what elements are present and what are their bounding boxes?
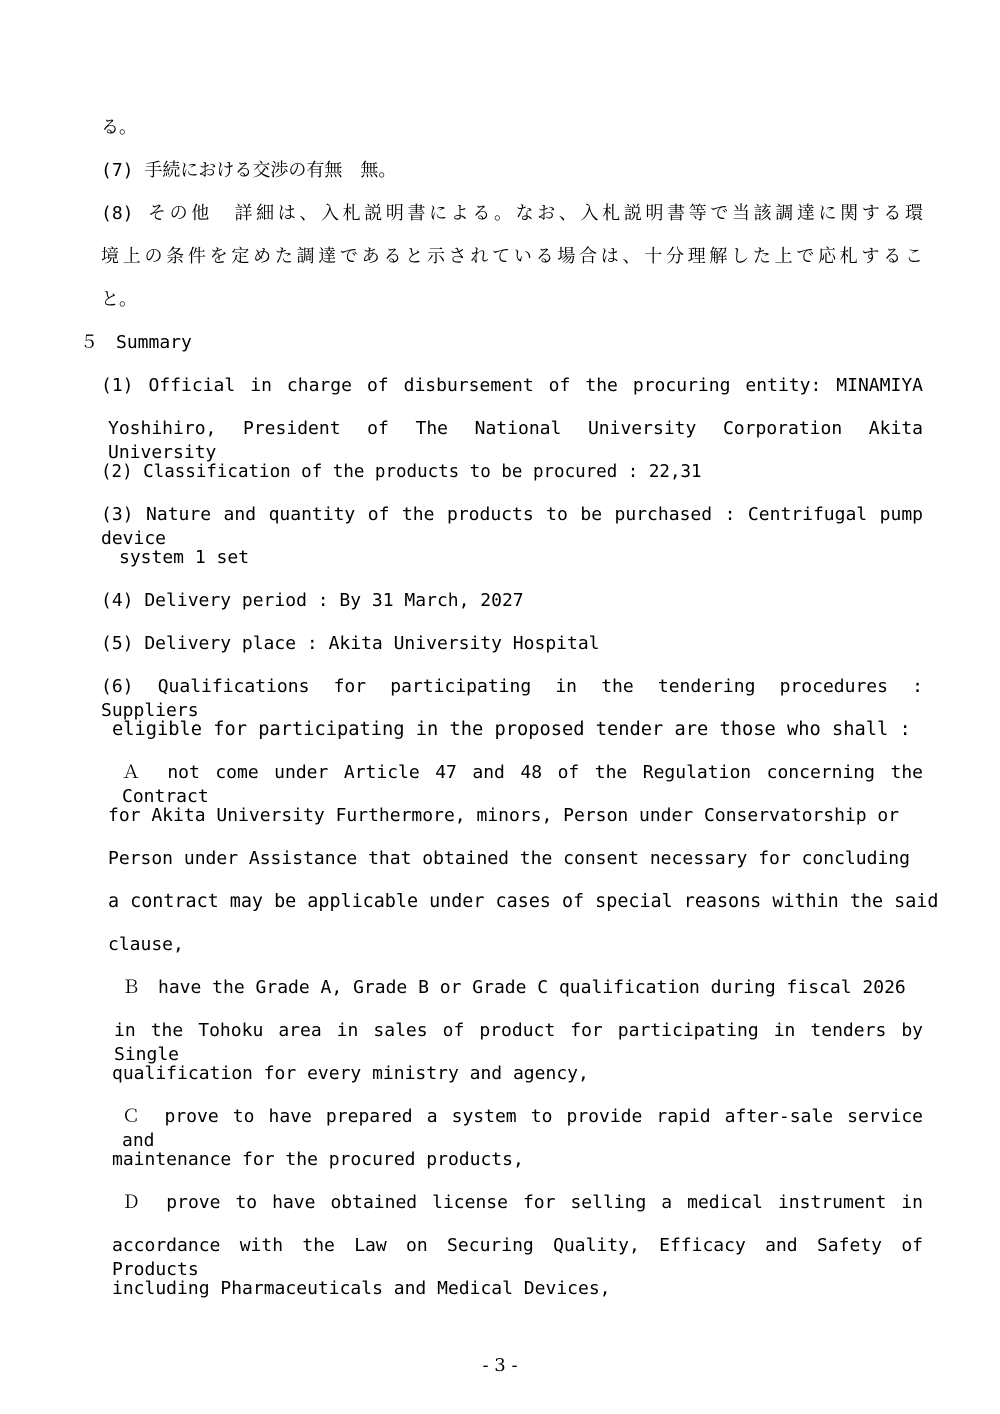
text-line: a contract may be applicable under cases of special reasons within the said [108, 891, 939, 912]
text-line: eligible for participating in the proposed tender are those who shall : [112, 719, 911, 740]
text-line: Person under Assistance that obtained the consent necessary for concluding [108, 848, 910, 869]
text-line: (1) Official in charge of disbursement of the procuring entity: MINAMIYA [101, 375, 923, 396]
text-line: る。 [101, 117, 137, 138]
text-line: (8) その他 詳細は、入札説明書による。なお、入札説明書等で当該調達に関する環 [101, 203, 923, 224]
text-line: (3) Nature and quantity of the products to be purchased : Centrifugal pump device [101, 504, 923, 549]
text-line: system 1 set [119, 547, 250, 568]
text-line: Ｂ have the Grade A, Grade B or Grade C qualification during fiscal 2026 [122, 977, 906, 998]
section-heading: ５ Summary [80, 332, 192, 353]
text-line: for Akita University Furthermore, minors, Person under Conservatorship or [108, 805, 900, 826]
text-line: Yoshihiro, President of The National University Corporation Akita University [108, 418, 923, 463]
text-line: maintenance for the procured products, [112, 1149, 524, 1170]
text-line: (5) Delivery place : Akita University Hospital [101, 633, 600, 654]
text-line: in the Tohoku area in sales of product for participating in tenders by Single [114, 1020, 923, 1065]
text-line: clause, [108, 934, 184, 955]
text-line: (6) Qualifications for participating in the tendering procedures : Suppliers [101, 676, 923, 721]
text-line: accordance with the Law on Securing Quality, Efficacy and Safety of Products [112, 1235, 923, 1280]
text-line: (4) Delivery period : By 31 March, 2027 [101, 590, 524, 611]
page-number: - 3 - [482, 1355, 518, 1376]
text-line: Ｄ prove to have obtained license for selling a medical instrument in [122, 1192, 923, 1213]
text-line: と。 [101, 289, 137, 310]
text-line: 境上の条件を定めた調達であると示されている場合は、十分理解した上で応札するこ [101, 246, 923, 267]
text-line: (7) 手続における交渉の有無 無。 [101, 160, 397, 181]
text-line: (2) Classification of the products to be procured : 22,31 [101, 462, 702, 482]
text-line: Ｃ prove to have prepared a system to provide rapid after-sale service and [122, 1106, 923, 1151]
text-line: Ａ not come under Article 47 and 48 of the Regulation concerning the Contract [122, 762, 923, 807]
text-line: including Pharmaceuticals and Medical Devices, [112, 1278, 611, 1299]
text-line: qualification for every ministry and agency, [112, 1063, 589, 1084]
